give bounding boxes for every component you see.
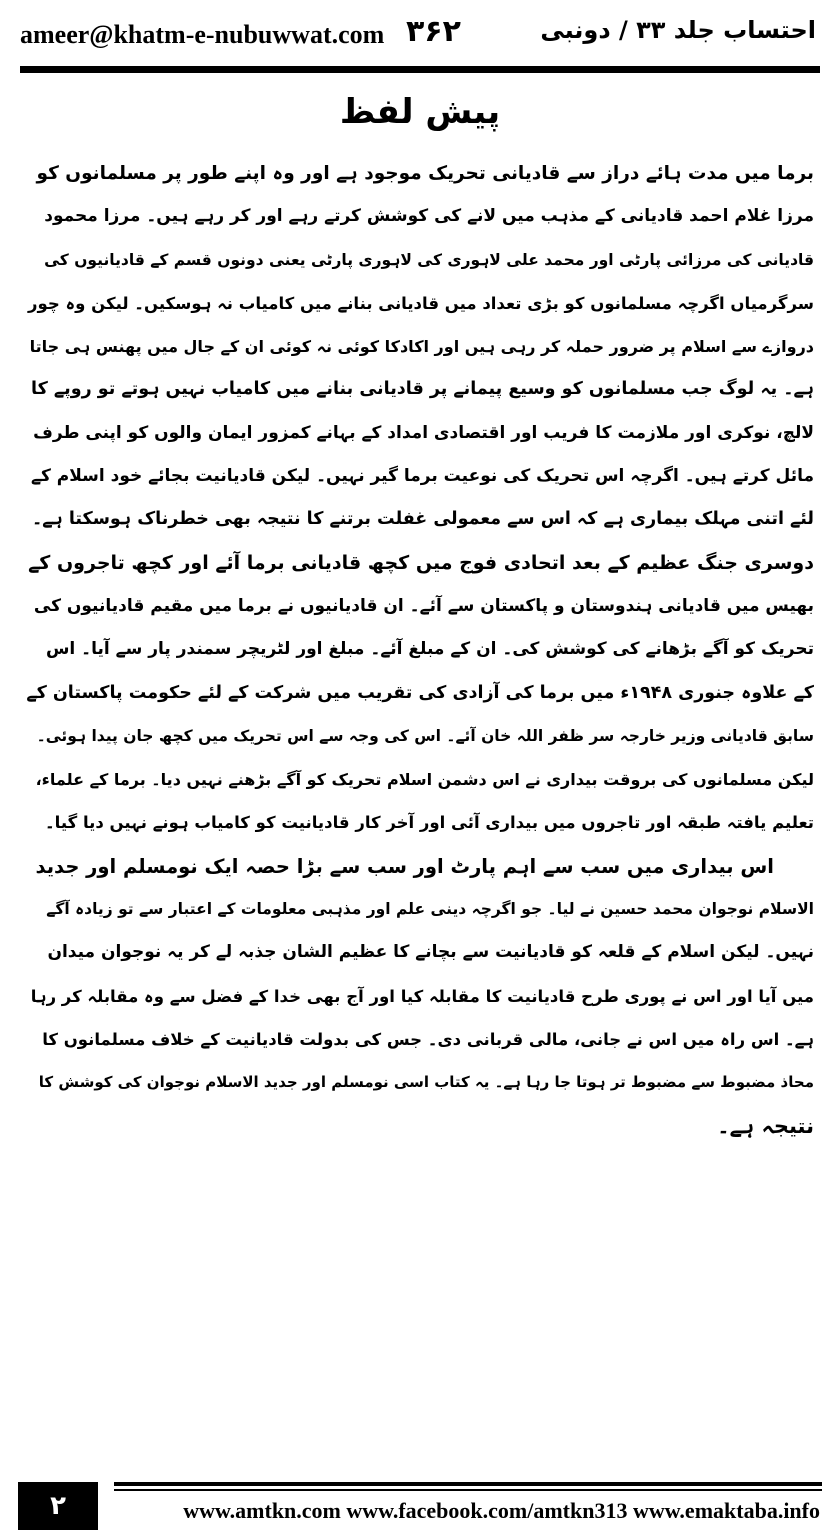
text-line: دوسری جنگ عظیم کے بعد اتحادی فوج میں کچھ قادیانی برما آئے اور کچھ تاجروں کے [28,551,814,574]
body-text [26,152,814,1148]
text-line: الاسلام نوجوان محمد حسین نے لیا۔ جو اگرچہ دینی علم اور مذہبی معلومات کے اعتبار سے تو زیادہ آگے [46,900,814,919]
text-line: اس بیداری میں سب سے اہم پارٹ اور سب سے بڑا حصہ ایک نومسلم اور جدید [35,854,774,878]
text-line: تعلیم یافتہ طبقہ اور تاجروں میں بیداری آئی اور آخر کار قادیانیت کو کامیاب ہونے نہیں دیا گیا۔ [45,813,814,833]
text-line: میں آیا اور اس نے پوری طرح قادیانیت کا مقابلہ کیا اور آج بھی خدا کے فضل سے وہ مقابلہ کر رہا [30,986,814,1006]
text-line: تحریک کو آگے بڑھانے کی کوشش کی۔ ان کے مبلغ آئے۔ مبلغ اور لٹریچر سمندر پار سے آیا۔ اس [45,639,814,660]
text-line: لیکن مسلمانوں کی بروقت بیداری نے اس دشمن اسلام تحریک کو آگے بڑھنے نہیں دیا۔ برما کے علماء، [35,770,814,790]
text-line: لئے اتنی مہلک بیماری ہے کہ اس سے معمولی غفلت برتنے کا نتیجہ بھی خطرناک ہوسکتا ہے۔ [31,509,814,530]
text-line: برما میں مدت ہائے دراز سے قادیانی تحریک موجود ہے اور وہ اپنے طور پر مسلمانوں کو [36,163,814,184]
header-page-number: ۳۶۲ [406,14,461,49]
header-book-title: احتساب جلد ۳۳ / دونبی [540,16,816,44]
text-line: بھیس میں قادیانی ہندوستان و پاکستان سے آئے۔ ان قادیانیوں نے برما میں مقیم قادیانیوں کی [33,595,814,616]
text-line: سرگرمیاں اگرچہ مسلمانوں کو بڑی تعداد میں قادیانی بنانے میں کامیاب نہ ہوسکیں۔ لیکن وہ چور [28,293,814,313]
text-line: محاذ مضبوط سے مضبوط تر ہوتا جا رہا ہے۔ یہ کتاب اسی نومسلم اور جدید الاسلام نوجوان کی کوشش کا [38,1073,814,1092]
text-line: مائل کرتے ہیں۔ اگرچہ اس تحریک کی نوعیت برما گیر نہیں۔ لیکن قادیانیت بجائے خود اسلام کے [31,466,814,487]
footer-links: www.amtkn.com www.facebook.com/amtkn313 www.emaktaba.info [183,1498,820,1523]
page-header [20,14,820,54]
text-line: کے علاوہ جنوری ۱۹۴۸ء میں برما کی آزادی کی تقریب میں شرکت کے لئے حکومت پاکستان کے [26,682,814,703]
text-line: مرزا غلام احمد قادیانی کے مذہب میں لانے کی کوشش کرتے رہے اور کر رہے ہیں۔ مرزا محمود [44,206,814,227]
header-rule [20,66,820,73]
page-footer [18,1482,822,1532]
footer-rule [114,1482,822,1486]
text-line: قادیانی کی مرزائی پارٹی اور محمد علی لاہوری کی لاہوری پارٹی یعنی دونوں قسم کے قادیانیوں کی [44,250,814,269]
page-title: پیش لفظ [339,92,501,132]
text-line: لالچ، نوکری اور ملازمت کا فریب اور اقتصادی امداد کے بہانے کمزور ایمان والوں کو اپنی طرف [33,422,814,443]
text-line: نہیں۔ لیکن اسلام کے قلعہ کو قادیانیت سے بچانے کا عظیم الشان جذبہ لے کر یہ نوجوان میدان [47,942,814,963]
text-line: دروازے سے اسلام پر ضرور حملہ کر رہی ہیں اور اکادکا کوئی نہ کوئی ان کے جال میں پھنس ہی جاتا [29,337,814,357]
text-line: نتیجہ ہے۔ [717,1113,814,1138]
text-line: سابق قادیانی وزیر خارجہ سر ظفر اللہ خان آئے۔ اس کی وجہ سے اس تحریک میں کچھ جان پیدا ہوئی۔ [36,726,814,745]
text-line: ہے۔ اس راہ میں اس نے جانی، مالی قربانی دی۔ جس کی بدولت قادیانیت کے خلاف مسلمانوں کا [42,1029,814,1049]
text-line: ہے۔ یہ لوگ جب مسلمانوں کو وسیع پیمانے پر قادیانی بنانے میں کامیاب نہیں ہوتے تو روپے کا [31,379,814,400]
footer-page-number: ۲ [18,1482,98,1530]
footer-rule-thin [114,1489,822,1491]
header-email: ameer@khatm-e-nubuwwat.com [20,20,385,49]
